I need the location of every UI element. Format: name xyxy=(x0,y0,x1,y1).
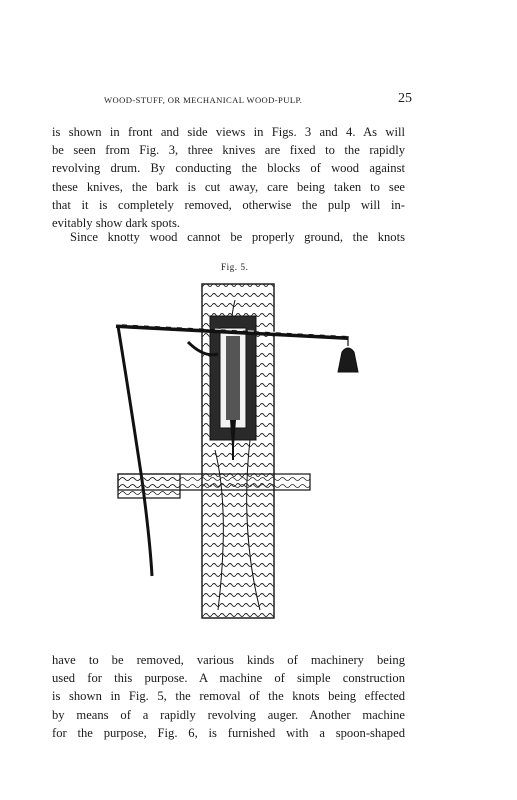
knot-boring-machine-illustration xyxy=(100,280,370,620)
paragraph-3 xyxy=(52,651,405,742)
figure-caption: Fig. 5. xyxy=(221,262,249,272)
counterweight-bell xyxy=(338,348,358,372)
running-title: WOOD-STUFF, OR MECHANICAL WOOD-PULP. xyxy=(104,95,303,105)
pull-rod xyxy=(118,326,152,576)
paragraph-1 xyxy=(52,123,405,232)
text-line: that it is completely removed, otherwise the pulp will in- xyxy=(52,197,405,212)
paragraph-2 xyxy=(52,228,405,246)
text-line: for the purpose, Fig. 6, is furnished with a spoon-shaped xyxy=(52,725,405,740)
text-line: by means of a rapidly revolving auger. Another machine xyxy=(52,707,405,722)
text-line: be seen from Fig. 3, three knives are fixed to the rapidly xyxy=(52,143,405,158)
text-line: is shown in Fig. 5, the removal of the knots being effected xyxy=(52,689,405,704)
text-line: evitably show dark spots. xyxy=(52,216,181,231)
page-number: 25 xyxy=(398,91,412,106)
text-line: is shown in front and side views in Figs. 3 and 4. As will xyxy=(52,125,405,139)
text-line: revolving drum. By conducting the blocks of wood against xyxy=(52,161,405,176)
text-line: Since knotty wood cannot be properly ground, the knots xyxy=(70,230,405,244)
text-line: have to be removed, various kinds of machinery being xyxy=(52,653,405,667)
text-line: these knives, the bark is cut away, care being taken to see xyxy=(52,179,405,194)
text-line: used for this purpose. A machine of simple construction xyxy=(52,671,405,686)
